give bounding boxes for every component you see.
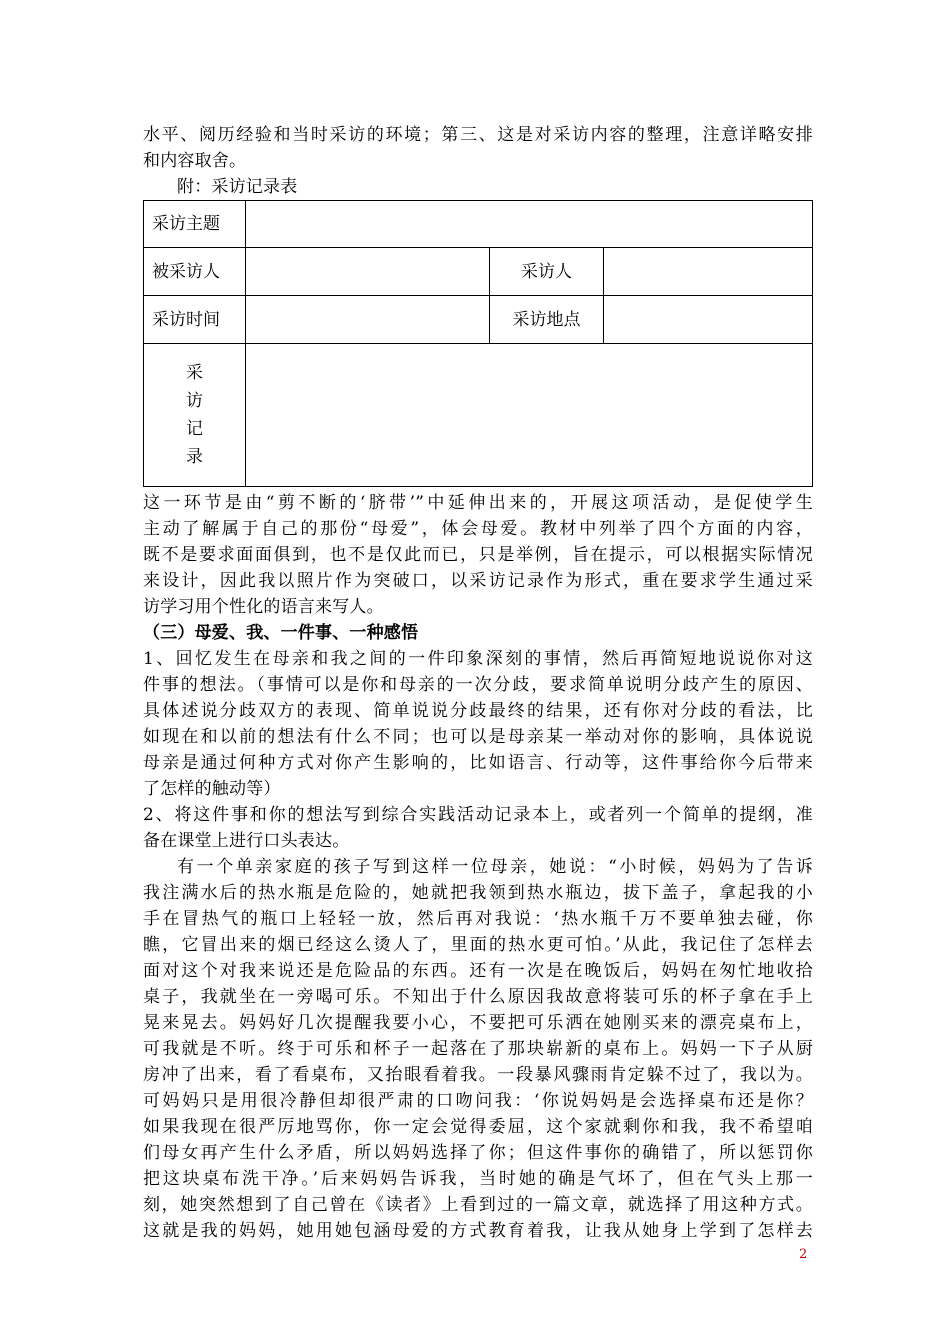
story-line: 把这块桌布洗干净。’后来妈妈告诉我，当时她的确是气坏了，但在气头上那一 (143, 1169, 813, 1189)
record-char: 访 (186, 391, 203, 411)
story-line: 房冲了出来，看了看桌布，又抬眼看着我。一段暴风骤雨肯定躲不过了，我以为。 (143, 1065, 813, 1085)
interviewee-label: 被采访人 (152, 261, 220, 282)
time-value-cell (246, 296, 490, 344)
record-char: 录 (186, 447, 203, 467)
place-value-cell (604, 296, 813, 344)
story-line: 们母女再产生什么矛盾，所以妈妈选择了你；但这件事你的确错了，所以惩罚你 (143, 1143, 813, 1163)
section-heading: （三）母爱、我、一件事、一种感悟 (143, 623, 419, 643)
topic-value-cell (246, 201, 813, 248)
place-label: 采访地点 (512, 309, 581, 330)
intro-line: 和内容取舍。 (143, 151, 247, 171)
topic-label-cell (144, 201, 246, 248)
item2-line: 2、将这件事和你的想法写到综合实践活动记录本上，或者列一个简单的提纲，准 (143, 805, 813, 825)
story-line: 这就是我的妈妈，她用她包涵母爱的方式教育着我，让我从她身上学到了怎样去 (143, 1221, 813, 1241)
story-line: 瞧，它冒出来的烟已经这么烫人了，里面的热水更可怕。’从此，我记住了怎样去 (143, 935, 813, 955)
story-line: 如果我现在很严厉地骂你，你一定会觉得委屈，这个家就剩你和我，我不希望咱 (143, 1117, 813, 1137)
record-char: 记 (186, 419, 203, 439)
interviewee-value-cell (246, 248, 490, 296)
story-line: 面对这个对我来说还是危险品的东西。还有一次是在晚饭后，妈妈在匆忙地收拾 (143, 961, 813, 981)
time-label: 采访时间 (152, 309, 220, 330)
interviewee-label-cell (144, 248, 246, 296)
topic-label: 采访主题 (152, 214, 220, 234)
item1-line: 母亲是通过何种方式对你产生影响的，比如语言、行动等，这件事给你今后带来 (143, 753, 813, 773)
record-char: 采 (186, 363, 203, 383)
paragraph-line: 访学习用个性化的语言来写人。 (143, 597, 384, 617)
interviewer-value-cell (604, 248, 813, 296)
item2-line: 备在课堂上进行口头表达。 (143, 831, 350, 851)
paragraph-line: 来设计，因此我以照片作为突破口，以采访记录作为形式，重在要求学生通过采 (143, 571, 813, 591)
story-line: 手在冒热气的瓶口上轻轻一放，然后再对我说：‘热水瓶千万不要单独去碰，你 (143, 909, 813, 929)
interviewer-label: 采访人 (521, 261, 572, 282)
item1-line: 具体述说分歧双方的表现、简单说说分歧最终的结果，还有你对分歧的看法，比 (143, 701, 813, 721)
item1-line: 了怎样的触动等） (143, 779, 281, 799)
story-line: 桌子，我就坐在一旁喝可乐。不知出于什么原因我故意将装可乐的杯子拿在手上 (143, 987, 813, 1007)
item1-line: 件事的想法。（事情可以是你和母亲的一次分歧，要求简单说明分歧产生的原因、 (143, 675, 813, 695)
page-body (143, 122, 813, 1244)
paragraph-line: 既不是要求面面俱到，也不是仅此而已，只是举例，旨在提示，可以根据实际情况 (143, 545, 813, 565)
paragraph-line: 主动了解属于自己的那份“母爱”，体会母爱。教材中列举了四个方面的内容， (143, 519, 813, 539)
record-value-cell (246, 344, 813, 487)
place-label-cell (490, 296, 604, 344)
story-line: 刻，她突然想到了自己曾在《读者》上看到过的一篇文章，就选择了用这种方式。 (143, 1195, 813, 1215)
interviewer-label-cell (490, 248, 604, 296)
story-line: 可我就是不听。终于可乐和杯子一起落在了那块崭新的桌布上。妈妈一下子从厨 (143, 1039, 813, 1059)
item1-line: 如现在和以前的想法有什么不同；也可以是母亲某一举动对你的影响，具体说说 (143, 727, 813, 747)
appendix-label: 附：采访记录表 (177, 177, 298, 197)
story-line: 有一个单亲家庭的孩子写到这样一位母亲，她说：“小时候，妈妈为了告诉 (177, 857, 813, 877)
intro-line: 水平、阅历经验和当时采访的环境；第三、这是对采访内容的整理，注意详略安排 (143, 125, 813, 145)
story-line: 可妈妈只是用很冷静但却很严肃的口吻问我：‘你说妈妈是会选择桌布还是你？ (143, 1091, 813, 1111)
page-number: 2 (799, 1247, 808, 1262)
time-label-cell (144, 296, 246, 344)
paragraph-line: 这一环节是由“剪不断的‘脐带’”中延伸出来的，开展这项活动，是促使学生 (143, 493, 813, 513)
story-line: 晃来晃去。妈妈好几次提醒我要小心，不要把可乐洒在她刚买来的漂亮桌布上， (143, 1013, 813, 1033)
story-line: 我注满水后的热水瓶是危险的，她就把我领到热水瓶边，拔下盖子，拿起我的小 (143, 883, 813, 903)
record-label-cell (144, 344, 246, 487)
interview-record-table (143, 200, 813, 487)
item1-line: 1、回忆发生在母亲和我之间的一件印象深刻的事情，然后再简短地说说你对这 (143, 649, 813, 669)
